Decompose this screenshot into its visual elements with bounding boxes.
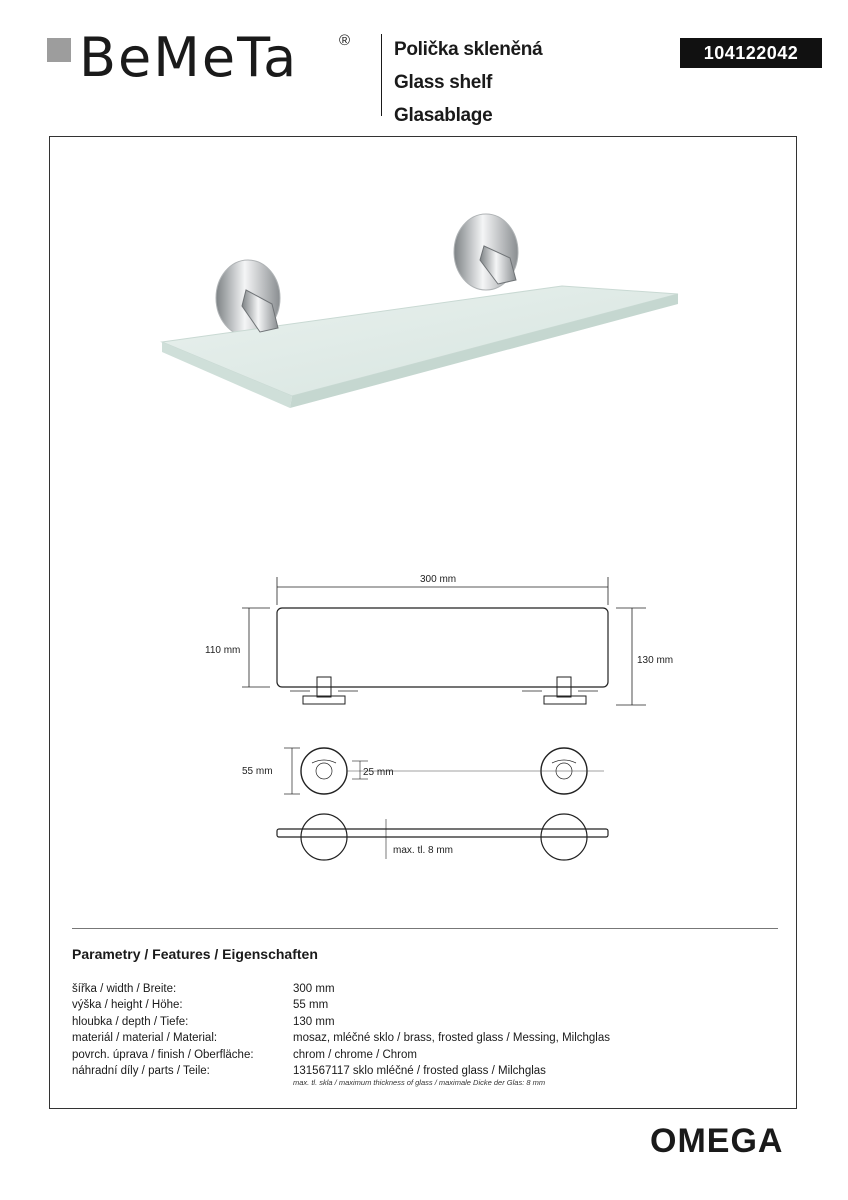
top-view-glass xyxy=(277,829,608,837)
spec-label: materiál / material / Material: xyxy=(72,1032,218,1045)
spec-table xyxy=(72,981,610,1079)
dim-depth: 130 mm xyxy=(637,655,674,666)
dim-height: 110 mm xyxy=(205,645,241,656)
bracket-front-left xyxy=(290,677,358,704)
product-title-cz: Polička skleněná xyxy=(394,39,543,60)
spec-row xyxy=(72,1014,610,1030)
front-view-shelf xyxy=(277,608,608,687)
product-title-en: Glass shelf xyxy=(394,72,493,93)
logo-square-icon xyxy=(47,38,71,62)
features-title: Parametry / Features / Eigenschaften xyxy=(72,946,318,962)
spec-row xyxy=(72,1030,610,1046)
spec-label: výška / height / Höhe: xyxy=(72,999,183,1012)
header-divider xyxy=(381,34,382,116)
registered-mark: ® xyxy=(339,32,351,49)
spec-value: 300 mm xyxy=(293,983,335,995)
spec-value: 131567117 sklo mléčné / frosted glass / Milchglas xyxy=(293,1065,546,1078)
spec-label: šířka / width / Breite: xyxy=(72,983,177,995)
product-code-badge: 104122042 xyxy=(680,38,822,68)
bracket-front-right xyxy=(522,677,598,704)
spec-row xyxy=(72,981,610,997)
glass-thickness-note: max. tl. skla / maximum thickness of glass / maximale Dicke der Glas: 8 mm xyxy=(293,1078,546,1087)
product-titles xyxy=(394,33,542,132)
brand-name: BeMeTa xyxy=(79,26,299,89)
brand-logo xyxy=(47,26,357,90)
spec-row xyxy=(72,1063,610,1079)
dim-glass-thickness: max. tl. 8 mm xyxy=(393,845,454,856)
dim-width: 300 mm xyxy=(420,574,457,585)
spec-row xyxy=(72,997,610,1013)
spec-label: povrch. úprava / finish / Oberfläche: xyxy=(72,1048,254,1061)
spec-label: náhradní díly / parts / Teile: xyxy=(72,1065,210,1078)
rosette-view-left xyxy=(301,748,347,794)
features-divider xyxy=(72,928,778,929)
dim-offset: 25 mm xyxy=(363,767,394,778)
spec-value: mosaz, mléčné sklo / brass, frosted glass / Messing, Milchglas xyxy=(293,1032,611,1045)
series-name: OMEGA xyxy=(650,1122,784,1160)
spec-label: hloubka / depth / Tiefe: xyxy=(72,1015,189,1028)
spec-value: 130 mm xyxy=(293,1015,335,1028)
spec-row xyxy=(72,1047,610,1063)
spec-value: 55 mm xyxy=(293,999,329,1012)
technical-drawing xyxy=(200,565,680,865)
spec-value: chrom / chrome / Chrom xyxy=(293,1048,417,1061)
product-title-de: Glasablage xyxy=(394,105,493,126)
product-photo xyxy=(160,210,690,420)
dim-rosette: 55 mm xyxy=(242,766,273,777)
